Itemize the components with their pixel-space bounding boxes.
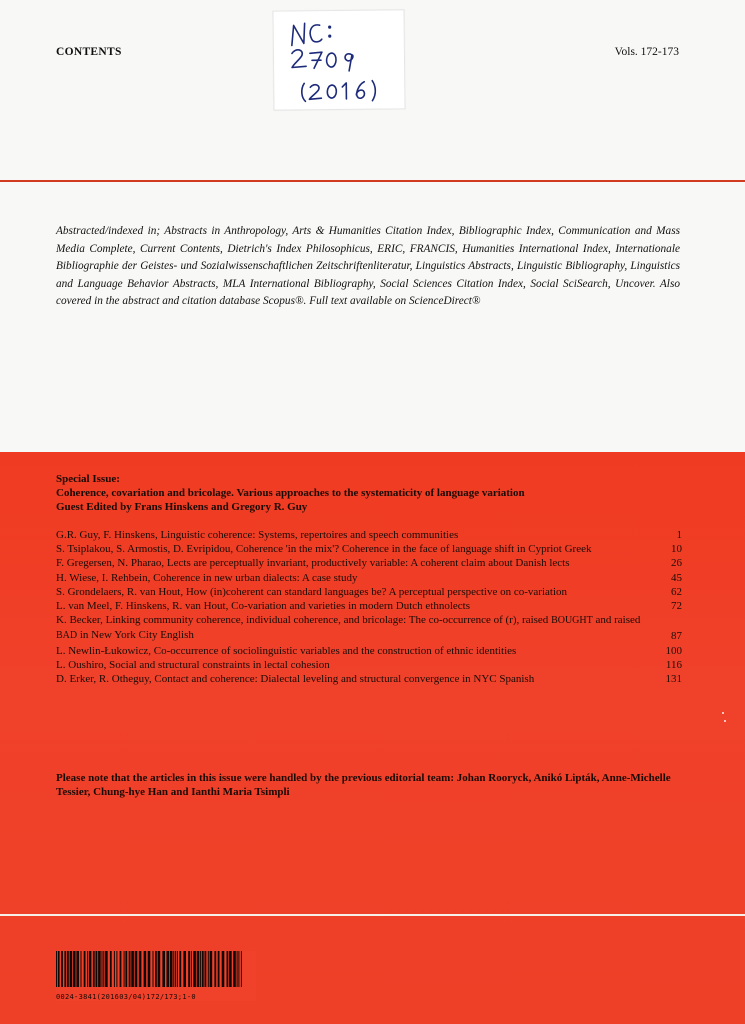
barcode-bar (175, 951, 176, 987)
toc-entry-page: 26 (671, 557, 682, 570)
barcode-bar (116, 951, 117, 987)
barcode-bar (139, 951, 142, 987)
toc-entry-text: G.R. Guy, F. Hinskens, Linguistic coherence: Systems, repertoires and speech communities (56, 529, 459, 541)
barcode-bar (197, 951, 200, 987)
toc-entry (56, 599, 682, 613)
barcode-bar (64, 951, 66, 987)
toc-entry-page: 72 (671, 600, 682, 613)
barcode-bar (202, 951, 204, 987)
toc-entry-smallcaps-bought: BOUGHT (551, 615, 593, 627)
barcode-bar (76, 951, 79, 987)
toc-entry-page: 100 (665, 644, 682, 657)
barcode-bar (238, 951, 239, 987)
barcode (56, 951, 256, 1001)
handwritten-sticker-drawing (273, 10, 404, 109)
barcode-bar (200, 951, 201, 987)
toc-entry (56, 528, 682, 542)
barcode-bars (56, 951, 246, 987)
toc-entry (56, 542, 682, 556)
toc-entry (56, 571, 682, 585)
barcode-bar (105, 951, 108, 987)
toc-entry-smallcaps-bad: BAD (56, 630, 78, 642)
toc-entry (56, 658, 682, 672)
toc-entry-text: F. Gregersen, N. Pharao, Lects are perceptually invariant, productively variable: A coherent claim about Danish lects (56, 557, 570, 570)
barcode-bar (214, 951, 216, 987)
barcode-bar (237, 951, 238, 987)
barcode-bar (56, 951, 57, 987)
barcode-bar (114, 951, 115, 987)
abstracted-indexed-paragraph: Abstracted/indexed in; Abstracts in Anthropology, Arts & Humanities Citation Index, Bibliographic Index, Communication and Mass Media Complete, Current Contents, Dietrich's Index Philosophicus, ERIC, FRANCIS, Humanities International Index, Internationale Bibliographie der Geistes- und Sozialwissenschaftlichen Zeitschriftenliteratur, Linguistics Abstracts, Linguistic Bibliography, Linguistics and Language Behavior Abstracts, MLA International Bibliography, Social Sciences Citation Index, Social SciSearch, Uncover. Also covered in the abstract and citation database Scopus®. Full text available on ScienceDirect® (56, 225, 680, 308)
volumes-label: Vols. 172-173 (614, 46, 679, 58)
barcode-bar (148, 951, 151, 987)
editorial-team-note: Please note that the articles in this issue were handled by the previous editorial team: Johan Rooryck, Anikó Lipták, Anne-Michelle Tessier, Chung-hye Han and Ianthi Maria Tsimpli (56, 772, 671, 799)
toc-entry-text: L. Oushiro, Social and structural constraints in lectal cohesion (56, 658, 330, 671)
special-issue-label: Special Issue: (56, 473, 120, 485)
special-issue-title: Coherence, covariation and bricolage. Various approaches to the systematicity of language variation (56, 487, 525, 499)
barcode-bar (173, 951, 174, 987)
toc-entry-text: D. Erker, R. Otheguy, Contact and coherence: Dialectal leveling and structural convergence in NYC Spanish (56, 673, 535, 686)
barcode-bar (129, 951, 131, 987)
toc-entry (56, 585, 682, 599)
barcode-bar (70, 951, 73, 987)
barcode-bar (98, 951, 101, 987)
handwritten-library-sticker (272, 9, 405, 110)
toc-entry-page: 62 (671, 585, 682, 598)
barcode-bar (61, 951, 63, 987)
toc-entry-text-part: K. Becker, Linking community coherence, individual coherence, and bricolage: The co-occurrence of (r), raised (56, 614, 552, 627)
barcode-bar (153, 951, 154, 987)
contents-heading: CONTENTS (56, 46, 122, 58)
barcode-bar (170, 951, 173, 987)
table-of-contents (56, 528, 682, 686)
barcode-bar (183, 951, 186, 987)
barcode-bar (241, 951, 242, 987)
toc-entry-page: 131 (665, 673, 682, 686)
barcode-bar (81, 951, 82, 987)
barcode-bar (155, 951, 157, 987)
toc-entry-text: H. Wiese, I. Rehbein, Coherence in new urban dialects: A case study (56, 571, 358, 584)
barcode-bar (210, 951, 213, 987)
barcode-bar (96, 951, 98, 987)
barcode-bar (208, 951, 209, 987)
barcode-bar (93, 951, 95, 987)
toc-entry-text-part: and raised (592, 614, 641, 627)
barcode-number: 0024-3841(201603/04)172/173;1-0 (56, 993, 196, 1001)
barcode-bar (191, 951, 192, 987)
barcode-bar (73, 951, 76, 987)
toc-entry (56, 556, 682, 570)
barcode-bar (120, 951, 122, 987)
barcode-bar (227, 951, 229, 987)
barcode-bar (222, 951, 225, 987)
barcode-bar (102, 951, 103, 987)
toc-entry-text (56, 613, 656, 643)
toc-entry-text: L. Newlin-Łukowicz, Co-occurrence of sociolinguistic variables and the construction of ethnic identities (56, 644, 517, 657)
toc-entry-page: 1 (676, 529, 682, 541)
barcode-bar (144, 951, 147, 987)
toc-entry-page: 45 (671, 571, 682, 584)
bottom-light-rule (0, 914, 745, 916)
top-red-rule (0, 180, 745, 182)
toc-entry-text-part: in New York City English (77, 629, 194, 642)
toc-entry (56, 644, 682, 658)
barcode-bar (193, 951, 196, 987)
toc-entry-page: 10 (671, 543, 682, 556)
barcode-bar (179, 951, 181, 987)
barcode-bar (167, 951, 170, 987)
barcode-bar (135, 951, 138, 987)
barcode-bar (218, 951, 220, 987)
barcode-bar (233, 951, 236, 987)
barcode-bar (205, 951, 207, 987)
barcode-bar (84, 951, 86, 987)
barcode-bar (125, 951, 127, 987)
toc-entry (56, 672, 682, 686)
barcode-bar (124, 951, 125, 987)
scan-speck (724, 720, 726, 722)
toc-entry-text: S. Tsiplakou, S. Armostis, D. Evripidou, Coherence 'in the mix'? Coherence in the face of language shift in Cypriot Greek (56, 543, 592, 556)
barcode-bar (87, 951, 88, 987)
guest-editors: Guest Edited by Frans Hinskens and Gregory R. Guy (56, 501, 308, 513)
toc-entry-text: S. Grondelaers, R. van Hout, How (in)coherent can standard languages be? A perceptual perspective on co-variation (56, 585, 568, 598)
barcode-bar (229, 951, 232, 987)
barcode-bar (177, 951, 178, 987)
barcode-bar (162, 951, 165, 987)
scan-speck (722, 712, 724, 714)
barcode-bar (158, 951, 161, 987)
toc-entry-page: 87 (671, 630, 682, 643)
barcode-bar (58, 951, 60, 987)
barcode-bar (188, 951, 190, 987)
barcode-bar (110, 951, 112, 987)
barcode-bar (103, 951, 104, 987)
barcode-bar (89, 951, 92, 987)
toc-entry-page: 116 (665, 658, 682, 671)
barcode-bar (131, 951, 134, 987)
special-issue-header (56, 472, 696, 514)
toc-entry-text: L. van Meel, F. Hinskens, R. van Hout, Co-variation and varieties in modern Dutch ethnolects (56, 600, 470, 613)
toc-entry (56, 613, 682, 643)
barcode-bar (67, 951, 69, 987)
